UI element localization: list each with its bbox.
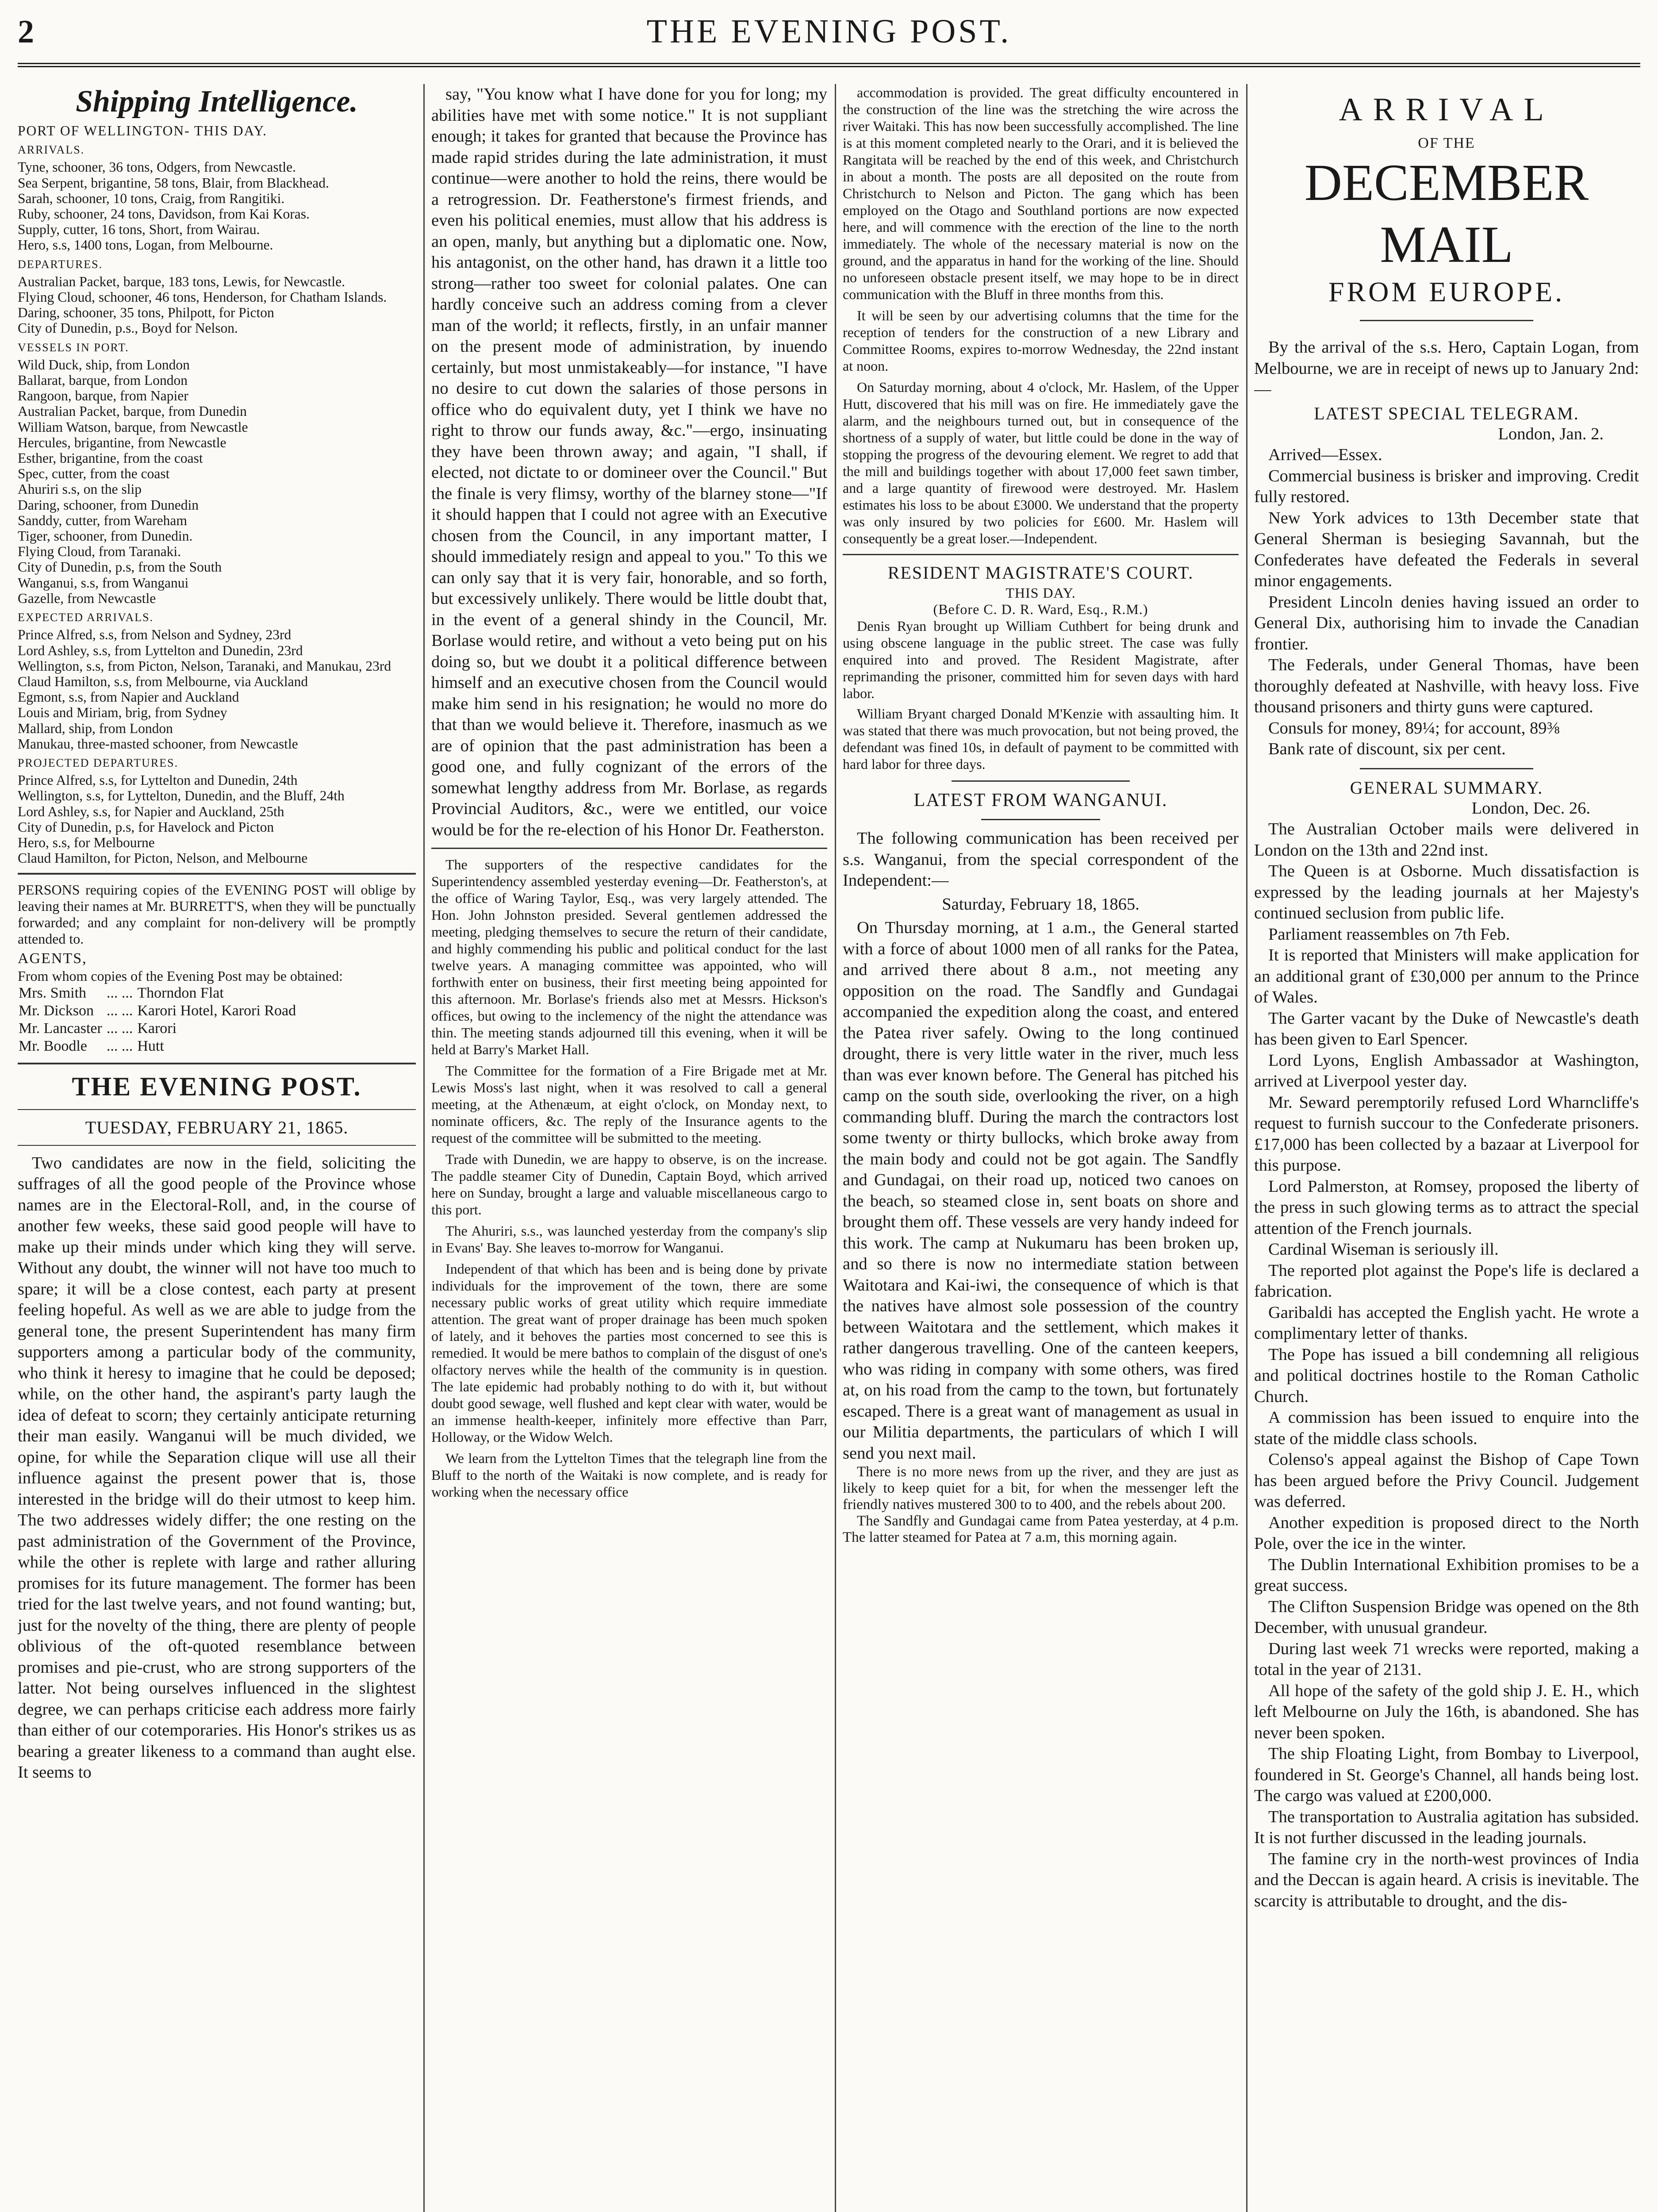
article-paragraph: Independent of that which has been and is being done by private individuals for the improvement of the town, there are some necessary public works of great utility which require immediate attention. The great want of proper drainage has been much spoken of lately, and it behoves the parties most concerned to see this is remedied. It would be mere bathos to complain of the disgust of one's olfactory nerves while the health of the community is in question. The late epidemic had probably nothing to do with it, but without doubt good sewage, well flushed and kept clear with water, would be an immense health-keeper, infinitely more effective than Parr, Holloway, or the Widow Welch. [431,1261,827,1445]
news-item: A commission has been issued to enquire into the state of the middle class schools. [1254,1408,1639,1448]
ship-entry: Rangoon, barque, from Napier [18,388,188,404]
date-line: TUESDAY, FEBRUARY 21, 1865. [85,1117,349,1137]
ship-entry: Prince Alfred, s.s, from Nelson and Sydney, 23rd [18,627,292,643]
ship-entry: City of Dunedin, p.s, for Havelock and Picton [18,819,274,835]
editorial: Two candidates are now in the field, soliciting the suffrages of all the good people of the Province whose names are in the Electoral-Roll, and, in the course of another few weeks, these said good people will have to make up their minds under which king they will serve. Without any doubt, the winner will not have too much to spare; it will be a close contest, each party at present feeling hopeful. As well as we are able to judge from the general tone, the present Superintendent has many firm supporters among a particular body of the community, who think it heresy to imagine that he could be deposed; while, on the other hand, the aspirant's party laugh the idea of defeat to scorn; they certainly anticipate returning their man easily. Wanganui will be much divided, we opine, for while the Separation clique will use all their influence against the present power that is, those interested in the bridge will do their utmost to keep him. The two addresses widely differ; the one resting on the past administration of the Government of the Province, while the other is replete with large and rather alluring promises for its future management. The former has been tried for the last twelve years, and not found wanting; but, just for the novelty of the thing, there are plenty of people oblivious of the oft-quoted resemblance between promises and pie-crust, who are strong supporters of the latter. Not being ourselves influenced in the slightest degree, we can perhaps criticise each address more fairly than either of our cotemporaries. His Honor's strikes us as bearing a greater likeness to a command than aught else. It seems to [18,1153,416,1782]
summary-heading: GENERAL SUMMARY. [1350,777,1543,798]
column-rule [423,84,425,2212]
ship-entry: Sea Serpent, brigantine, 58 tons, Blair, from Blackhead. [18,175,329,191]
ship-entry: Louis and Miriam, brig, from Sydney [18,705,227,721]
agent-dots: ... ... [106,1037,133,1054]
ship-entry: City of Dunedin, p.s, from the South [18,559,222,575]
ship-entry: Lord Ashley, s.s, for Napier and Auckland, 25th [18,803,284,819]
ship-entry: Wanganui, s.s, from Wanganui [18,575,189,591]
arrivals-list [18,159,416,253]
masthead: THE EVENING POST. [646,13,1012,50]
port-heading: PORT OF WELLINGTON- THIS DAY. [18,123,267,138]
article-paragraph: William Bryant charged Donald M'Kenzie with assaulting him. It was stated that there was much provocation, but not being proved, the defendant was fined 10s, in default of payment to be committed with hard labor for three days. [843,706,1239,772]
column-2 [431,84,827,2212]
news-item: Bank rate of discount, six per cent. [1268,740,1506,758]
news-item: Lord Palmerston, at Romsey, proposed the liberty of the press in such glowing terms as to attract the special attention of the French journals. [1254,1177,1639,1238]
news-item: Colenso's appeal against the Bishop of Cape Town has been argued before the Privy Council. Judgement was deferred. [1254,1450,1639,1511]
projected-list [18,772,416,866]
telegram-date: London, Jan. 2. [1498,424,1604,443]
news-item: Garibaldi has accepted the English yacht. He wrote a complimentary letter of thanks. [1254,1303,1639,1343]
agent-place: Thorndon Flat [137,984,224,1001]
persons-notice: PERSONS requiring copies of the EVENING POST will oblige by leaving their names at Mr. BURRETT'S, when they will be punctually forwarded; and any complaint for non-delivery will be promptly attended to. [18,882,416,947]
ship-entry: Manukau, three-masted schooner, from Newcastle [18,736,298,752]
page-number: 2 [18,14,34,50]
inport-heading: VESSELS IN PORT. [18,341,129,354]
divider [18,873,416,875]
column-rule [835,84,836,2212]
news-item: The reported plot against the Pope's life is declared a fabrication. [1254,1261,1639,1301]
agents-table [18,984,300,1056]
agent-place: Karori [137,1020,177,1037]
news-item: The transportation to Australia agitation has subsided. It is not further discussed in the leading journals. [1254,1807,1639,1847]
article-paragraph: The Committee for the formation of a Fire Brigade met at Mr. Lewis Moss's last night, when it was resolved to call a general meeting, at the Athenæum, at eight o'clock, on Monday next, to nominate officers, &c. The reply of the Insurance agents to the request of the committee will be submitted to the meeting. [431,1063,827,1146]
ship-entry: Hercules, brigantine, from Newcastle [18,434,226,450]
article-paragraph: It will be seen by our advertising columns that the time for the reception of tenders for the construction of a new Library and Committee Rooms, expires to-morrow Wednesday, the 22nd instant at noon. [843,307,1239,374]
news-item: Cardinal Wiseman is seriously ill. [1268,1240,1499,1259]
summary-list [1254,819,1639,1912]
ship-entry: Egmont, s.s, from Napier and Auckland [18,689,239,705]
agent-name: Mrs. Smith [19,984,87,1001]
agent-place: Hutt [137,1037,164,1054]
ship-entry: Daring, schooner, 35 tons, Philpott, for Picton [18,305,274,321]
news-item: Consuls for money, 89¼; for account, 89⅜ [1268,718,1560,737]
article-paragraph: The following communication has been received per s.s. Wanganui, from the special correspondent of the Independent:— [843,829,1239,890]
ship-entry: Lord Ashley, s.s, from Lyttelton and Dunedin, 23rd [18,642,303,658]
ship-entry: Esther, brigantine, from the coast [18,450,203,466]
ship-entry: Wild Duck, ship, from London [18,357,190,373]
ship-entry: Australian Packet, barque, from Dunedin [18,403,247,419]
divider [981,819,1100,820]
agent-name: Mr. Boodle [19,1037,87,1054]
news-item: The Australian October mails were delivered in London on the 13th and 22nd inst. [1254,820,1639,860]
divider [18,1145,416,1146]
agent-place: Karori Hotel, Karori Road [137,1002,296,1019]
ship-entry: Ballarat, barque, from London [18,373,188,388]
article-paragraph: accommodation is provided. The great difficulty encountered in the construction of the line was the stretching the wire across the river Waitaki. This has now been successfully accomplished. The line is at this moment completed nearly to the Orari, and it is believed the Rangitata will be reached by the end of this week, and Christchurch in about a month. The posts are all deposited on the route from Christchurch to Nelson and Picton. The gang which has been employed on the Otago and Southland portions are now expected here, and will commence with the erection of the line to the north immediately. The whole of the necessary material is now on the ground, and the apparatus in hand for the working of the line. Should no unforeseen obstacle present itself, we may hope to be in direct communication with the Bluff in three months from this. [843,84,1239,302]
news-item: The Clifton Suspension Bridge was opened on the 8th December, with unusual grandeur. [1254,1597,1639,1637]
column-1 [18,84,416,2212]
court-sub: THIS DAY. [1006,585,1076,601]
ship-entry: Sanddy, cutter, from Wareham [18,512,187,528]
telegram-list [1254,445,1639,760]
news-item: All hope of the safety of the gold ship J. E. H., which left Melbourne on July the 16th, is abandoned. She has never been spoken. [1254,1681,1639,1742]
agent-dots: ... ... [106,1020,133,1037]
news-item: The Dublin International Exhibition promises to be a great success. [1254,1555,1639,1595]
news-item: New York advices to 13th December state that General Sherman is besieging Savannah, but the Confederates have defeated the Federals in several minor engagements. [1254,508,1639,590]
news-item: Lord Lyons, English Ambassador at Washington, arrived at Liverpool yester day. [1254,1051,1639,1091]
expected-list [18,627,416,752]
divider [952,780,1130,782]
ship-entry: William Watson, barque, from Newcastle [18,419,248,435]
ship-entry: Australian Packet, barque, 183 tons, Lewis, for Newcastle. [18,273,345,289]
court-heading: RESIDENT MAGISTRATE'S COURT. [887,563,1194,583]
agent-dots: ... ... [106,1002,133,1019]
news-item: Another expedition is proposed direct to the North Pole, over the ice in the winter. [1254,1513,1639,1553]
ship-entry: Claud Hamilton, s.s, from Melbourne, via Auckland [18,673,308,689]
news-item: Mr. Seward peremptorily refused Lord Wharncliffe's request to furnish succour to the Confederate prisoners. £17,000 has been collected by a bazaar at Liverpool for this purpose. [1254,1093,1639,1175]
article-paragraph: Trade with Dunedin, we are happy to observe, is on the increase. The paddle steamer City of Dunedin, Captain Boyd, which arrived here on Sunday, brought a large and valuable miscellaneous cargo to this port. [431,1151,827,1217]
article-paragraph: We learn from the Lyttelton Times that the telegraph line from the Bluff to the north of the Waitaki is now complete, and is ready for working when the necessary office [431,1450,827,1500]
ship-entry: Flying Cloud, schooner, 46 tons, Henderson, for Chatham Islands. [18,289,387,305]
ship-entry: Daring, schooner, from Dunedin [18,497,199,513]
expected-heading: EXPECTED ARRIVALS. [18,611,154,624]
agent-name: Mr. Lancaster [19,1020,102,1037]
projected-heading: PROJECTED DEPARTURES. [18,756,179,769]
article-paragraph: Denis Ryan brought up William Cuthbert for being drunk and using obscene language in the public street. The case was fully enquired into and proved. The Resident Magistrate, after reprimanding the prisoner, committed him for seven days with hard labor. [843,618,1239,701]
divider [1360,768,1533,769]
ship-entry: Claud Hamilton, for Picton, Nelson, and Melbourne [18,850,308,866]
article-paragraph: The Ahuriri, s.s., was launched yesterday from the company's slip in Evans' Bay. She leaves to-morrow for Wanganui. [431,1223,827,1256]
news-item: The famine cry in the north-west provinces of India and the Deccan is again heard. A crisis is inevitable. The scarcity is attributable to drought, and the dis- [1254,1849,1639,1910]
article-paragraph: On Thursday morning, at 1 a.m., the General started with a force of about 1000 men of all ranks for the Patea, and arrived there about 8 a.m., not meeting any opposition on the road. The Sandfly and Gundagai accompanied the expedition along the coast, and entered the Patea river safely. Owing to the long continued drought, there is very little water in the river, much less than was ever known before. The General has pitched his camp on the south side, overlooking the river, on a high commanding bluff. During the march the contractors lost some twenty or thirty bullocks, which broke away from the main body and could not be got again. The Sandfly and Gundagai, on their road up, noticed two canoes on the beach, so steamed close in, sent boats on shore and brought them off. These vessels are very handy indeed for this work. The camp at Nukumaru has been broken up, and so there is now no intermediate station between Waitotara and Kai-iwi, the consequence of which is that the natives have almost sole possession of the country between Waitotara and the settlement, which makes it rather dangerous travelling. One of the canteen keepers, who was riding in company with some others, was fired at, on his road from the camp to the town, but fortunately escaped. There is a great want of management as usual in our Militia departments, the particulars of which I will send you next mail. [843,918,1239,1463]
intro-paragraph: By the arrival of the s.s. Hero, Captain Logan, from Melbourne, we are in receipt of news up to January 2nd:— [1254,338,1639,399]
agent-row [19,1020,299,1037]
arrivals-heading: ARRIVALS. [18,143,85,157]
ship-entry: Wellington, s.s, for Lyttelton, Dunedin, and the Bluff, 24th [18,788,345,804]
paper-title: THE EVENING POST. [72,1071,362,1101]
ship-entry: Ahuriri s.s, on the slip [18,481,142,497]
article-paragraph: say, "You know what I have done for you for long; my abilities have met with some notice." It is not suppliant enough; it takes for granted that because the Province has made rapid strides during the late administration, it must continue—were another to hold the reins, there would be a retrogression. Dr. Featherstone's firmest friends, and even his political enemies, must allow that his address is an open, manly, but anything but a diplomatic one. Now, his antagonist, on the other hand, has drawn it a little too strong—rather too sweet for colonial palates. One can hardly conceive such an address coming from a clever man of the world; it reflects, firstly, in an unfair manner on the present mode of administration, by inuendo certainly, but most unmistakeably—for instance, "I have no desire to cut down the salaries of those persons in office who do equivalent duty, yet I think we have no right to throw our funds away, &c."—ergo, insinuating they have been thrown away; and again, "I shall, if elected, not dictate to or domineer over the Council." But the finale is very flimsy, worthy of the blarney stone—"If it should happen that I could not agree with an Executive chosen from the Council, in any important matter, I should immediately resign and appeal to you." To this we can only say that it is very fair, honorable, and so forth, but excessively unlikely. There would be little doubt that, in the event of a general shindy in the Council, Mr. Borlase would retire, and without a veto being put on his doing so, but we doubt it a political difference between himself and an executive chosen from the Council would make him send in his resignation; he would no more do that than we would believe it. Therefore, inasmuch as we are of opinion that the past administration has been a good one, and fully cognizant of the errors of the somewhat lengthy address from Mr. Borlase, as regards Provincial Auditors, &c., were we entitled, our voice would be for the re-election of his Honor Dr. Featherston. [431,85,827,839]
summary-date: London, Dec. 26. [1471,799,1590,818]
ship-entry: Supply, cutter, 16 tons, Short, from Wairau. [18,222,260,238]
article-paragraph: There is no more news from up the river, and they are just as likely to keep quiet for a bit, for when the messenger left the friendly natives mustered 300 to to 400, and the rebels about 200. [843,1464,1239,1513]
telegram-heading: LATEST SPECIAL TELEGRAM. [1314,403,1579,423]
news-item: The Federals, under General Thomas, have been thoroughly defeated at Nashville, with heavy loss. Five thousand prisoners and thirty guns were captured. [1254,656,1639,716]
agent-row [19,985,299,1002]
ship-entry: Ruby, schooner, 24 tons, Davidson, from Kai Koras. [18,206,310,222]
ship-entry: City of Dunedin, p.s., Boyd for Nelson. [18,320,238,336]
page-header [18,10,1640,67]
column-rule [1246,84,1247,2212]
ship-entry: Tyne, schooner, 36 tons, Odgers, from Newcastle. [18,159,296,175]
agents-intro: From whom copies of the Evening Post may be obtained: [18,968,343,984]
wanganui-heading: LATEST FROM WANGANUI. [913,790,1168,810]
news-item: President Lincoln denies having issued an order to General Dix, authorising him to invade the Canadian frontier. [1254,592,1639,653]
news-item: The Queen is at Osborne. Much dissatisfaction is expressed by the leading journals at her Majesty's continued seclusion from public life. [1254,862,1639,922]
divider [843,554,1239,555]
ship-entry: Spec, cutter, from the coast [18,466,170,482]
article-paragraph: On Saturday morning, about 4 o'clock, Mr. Haslem, of the Upper Hutt, discovered that his mill was on fire. He immediately gave the alarm, and the neighbours turned out, but in consequence of the shortness of a supply of water, but little could be done in the way of stopping the progress of the devouring element. We regret to add that the mill and buildings together with about 17,000 feet sawn timber, and a large quantity of firewood were destroyed. Mr. Haslem estimates his loss to be about £3000. We understand that the property was only insured by two policies for £600. Mr. Haslem will consequently be a great loser.—Independent. [843,379,1239,546]
ship-entry: Tiger, schooner, from Dunedin. [18,528,193,544]
ship-entry: Wellington, s.s, from Picton, Nelson, Taranaki, and Manukau, 23rd [18,658,391,674]
arrival-heading: ARRIVAL [1339,92,1554,128]
inport-list [18,357,416,606]
ship-entry: Sarah, schooner, 10 tons, Craig, from Rangitiki. [18,190,285,206]
ship-entry: Hero, s.s, for Melbourne [18,834,155,850]
agent-name: Mr. Dickson [19,1002,94,1019]
divider [431,848,827,849]
article-paragraph: The Sandfly and Gundagai came from Patea yesterday, at 4 p.m. The latter steamed for Patea at 7 a.m, this morning again. [843,1513,1239,1545]
news-item: Arrived—Essex. [1268,445,1382,464]
december-mail: DECEMBER MAIL [1304,154,1589,273]
agent-dots: ... ... [106,984,133,1001]
agent-row [19,1038,299,1055]
of-the: OF THE [1418,135,1475,151]
news-item: Parliament reassembles on 7th Feb. [1268,925,1510,944]
agent-row [19,1002,299,1019]
divider [1360,320,1533,321]
divider [18,1063,416,1064]
news-item: It is reported that Ministers will make application for an additional grant of £30,000 per annum to the Prince of Wales. [1254,946,1639,1006]
departures-list [18,274,416,336]
news-item: The ship Floating Light, from Bombay to Liverpool, foundered in St. George's Channel, all hands being lost. The cargo was valued at £200,000. [1254,1744,1639,1805]
agents-heading: AGENTS, [18,950,87,967]
from-europe: FROM EUROPE. [1328,276,1565,307]
news-item: During last week 71 wrecks were reported, making a total in the year of 2131. [1254,1639,1639,1679]
court-before: (Before C. D. R. Ward, Esq., R.M.) [933,601,1148,617]
news-item: The Garter vacant by the Duke of Newcastle's death has been given to Earl Spencer. [1254,1009,1639,1048]
news-item: The Pope has issued a bill condemning all religious and political doctrines hostile to the Roman Catholic Church. [1254,1345,1639,1406]
wanganui-date: Saturday, February 18, 1865. [942,895,1140,914]
shipping-title: Shipping Intelligence. [76,84,358,119]
ship-entry: Prince Alfred, s.s, for Lyttelton and Dunedin, 24th [18,772,298,788]
ship-entry: Flying Cloud, from Taranaki. [18,544,181,560]
ship-entry: Hero, s.s, 1400 tons, Logan, from Melbourne. [18,237,273,253]
news-item: Commercial business is brisker and improving. Credit fully restored. [1254,466,1639,506]
departures-heading: DEPARTURES. [18,257,103,271]
divider [18,1109,416,1110]
ship-entry: Gazelle, from Newcastle [18,590,156,606]
column-3 [843,84,1239,2212]
ship-entry: Mallard, ship, from London [18,720,173,736]
article-paragraph: The supporters of the respective candidates for the Superintendency assembled yesterday evening—Dr. Featherston's, at the office of Waring Taylor, Esq., was very largely attended. The Hon. John Johnston presided. Several gentlemen addressed the meeting, pledging themselves to secure the return of their candidate, and highly commending his public and political conduct for the last twelve years. A managing committee was appointed, who will forthwith enter on business, their first meeting being appointed for this afternoon. Mr. Borlase's friends also met at Messrs. Hickson's offices, but owing to the inclemency of the night the attendance was thin. The meeting stands adjourned till this evening, when it will be held at Barry's Market Hall. [431,856,827,1057]
column-4 [1254,84,1639,2212]
